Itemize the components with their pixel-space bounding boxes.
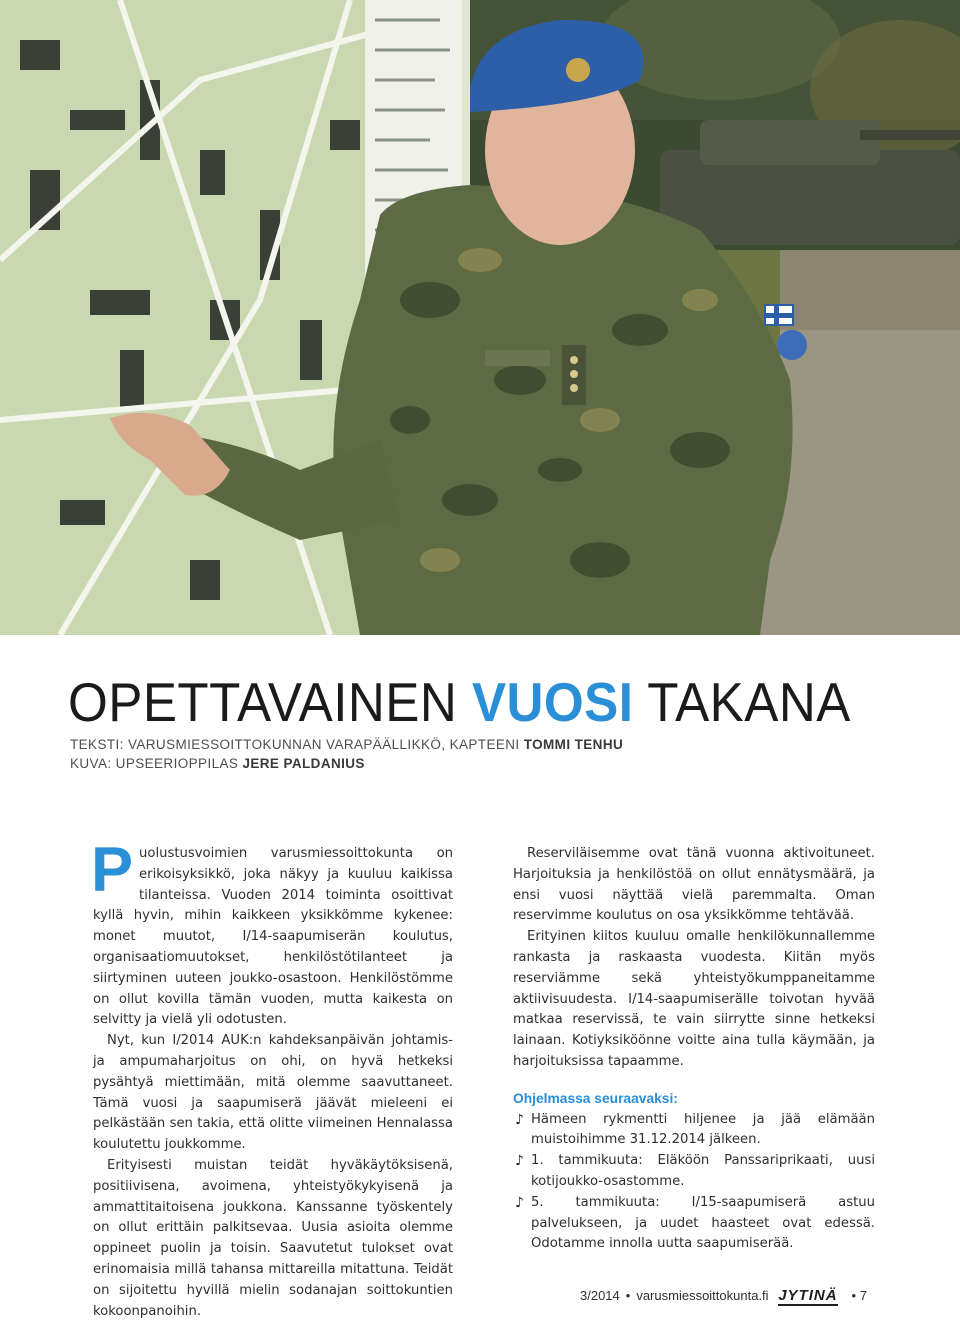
right-column [513, 844, 875, 1255]
event-text: Hämeen rykmentti hiljenee ja jää elämään muistoihimme 31.12.2014 jälkeen. [531, 1111, 875, 1148]
photo-credit-label: KUVA: [70, 756, 112, 771]
drop-cap: P [91, 835, 134, 905]
photo-illustration [0, 0, 960, 635]
music-note-icon: ♪ [515, 1194, 524, 1211]
title-part2: TAKANA [633, 671, 851, 733]
photo-credit [70, 756, 365, 771]
article-title [68, 672, 851, 733]
photo-credit-value: UPSEERIOPPILAS [111, 756, 243, 771]
music-note-icon: ♪ [515, 1111, 524, 1128]
page-number-wrap: • 7 [851, 1288, 867, 1303]
left-paragraph-1-text: uolustusvoimien varusmiessoittokunta on erikoisyksikkö, joka näkyy ja kuuluu kaikissa tilanteissa. Vuoden 2014 toiminta osoittivat kyllä hyvin, mihin kaikkeen yksikkömme kykenee: monet muutot, I/14-saapumiserän koulutus, organisaatiomuutokset, henkilöstötilanteet ja siirtyminen uuteen joukko-osastoon. Henkilöstömme on ollut kovilla tämän vuoden, mutta kaikesta on selvitty ja vielä yli odotusten. [93, 846, 453, 1028]
music-note-icon: ♪ [515, 1153, 524, 1170]
issue-number: 3/2014 [580, 1288, 620, 1303]
title-part1: OPETTAVAINEN [68, 671, 472, 733]
left-paragraph-1 [91, 835, 453, 1031]
event-item [513, 1110, 875, 1152]
right-paragraph-1: Reserviläisemme ovat tänä vuonna aktivoituneet. Harjoituksia ja henkilöstöä on ollut ennätysmäärä, ja ensi vuosi näyttää vielä paremmalta. Oman reservimme koulutus on osa yksikkömme tehtävää. [513, 846, 875, 924]
right-paragraph-2: Erityinen kiitos kuuluu omalle henkilökunnallemme rankasta ja raskaasta vuodesta. Kiitän myös reserviämme sekä yhteistyökumppaneitamme aktiivisuudesta. I/14-saapumiserälle toivotan hyvää matkaa reservissä, te vain siirrytte sinne hetkeksi lainaan. Kotiyksiköönne voitte aina tulla käymään, ja harjoituksissa tapaamme. [513, 929, 875, 1069]
separator-dot: • [625, 1288, 631, 1303]
text-credit-name: TOMMI TENHU [523, 737, 624, 752]
title-accent: VUOSI [471, 671, 634, 733]
text-credit [70, 737, 623, 752]
event-text: 5. tammikuuta: I/15-saapumiserä astuu palvelukseen, ja uudet haasteet ovat edessä. Odotamme innolla uutta saapumiserää. [531, 1194, 875, 1252]
left-paragraph-2: Nyt, kun I/2014 AUK:n kahdeksanpäivän johtamis- ja ampumaharjoitus on ohi, on hyvä hetkeksi pysähtyä miettimään, mitä olemme saavuttaneet. Tämä vuosi ja saapumiserä jäävät mieleeni ei pelkästään sen takia, että olitte viimeinen Hennalassa koulutettu joukkomme. [93, 1033, 453, 1153]
upcoming-heading: Ohjelmassa seuraavaksi: [513, 1090, 678, 1106]
page-number: 7 [859, 1288, 867, 1303]
photo-credit-name: JERE PALDANIUS [242, 756, 365, 771]
page-footer [580, 1287, 867, 1304]
magazine-logo: JYTINÄ [778, 1287, 838, 1304]
left-paragraph-3: Erityisesti muistan teidät hyväkäytöksisenä, positiivisena, avoimena, yhteistyökykyisenä ja ammattitaitoisena joukkona. Kanssanne työskentely on ollut erittäin palkitsevaa. Uusia asioita olemme oppineet puolin ja toisin. Saavutetut tulokset ovat erinomaisia millä tahansa mittareilla mitattuna. Teidät on sijoitettu hyvillä mielin sodanajan soittokuntien kokoonpanoihin. [93, 1157, 453, 1319]
left-column [91, 835, 453, 1322]
header-photo [0, 0, 960, 635]
text-credit-value: VARUSMIESSOITTOKUNNAN VARAPÄÄLLIKKÖ, KAPTEENI [123, 737, 524, 752]
event-text: 1. tammikuuta: Eläköön Panssariprikaati, uusi kotijoukko-osastomme. [531, 1153, 875, 1189]
website-link[interactable]: varusmiessoittokunta.fi [636, 1288, 769, 1303]
text-credit-label: TEKSTI: [70, 737, 124, 752]
event-item [513, 1193, 875, 1255]
event-item [513, 1151, 875, 1193]
